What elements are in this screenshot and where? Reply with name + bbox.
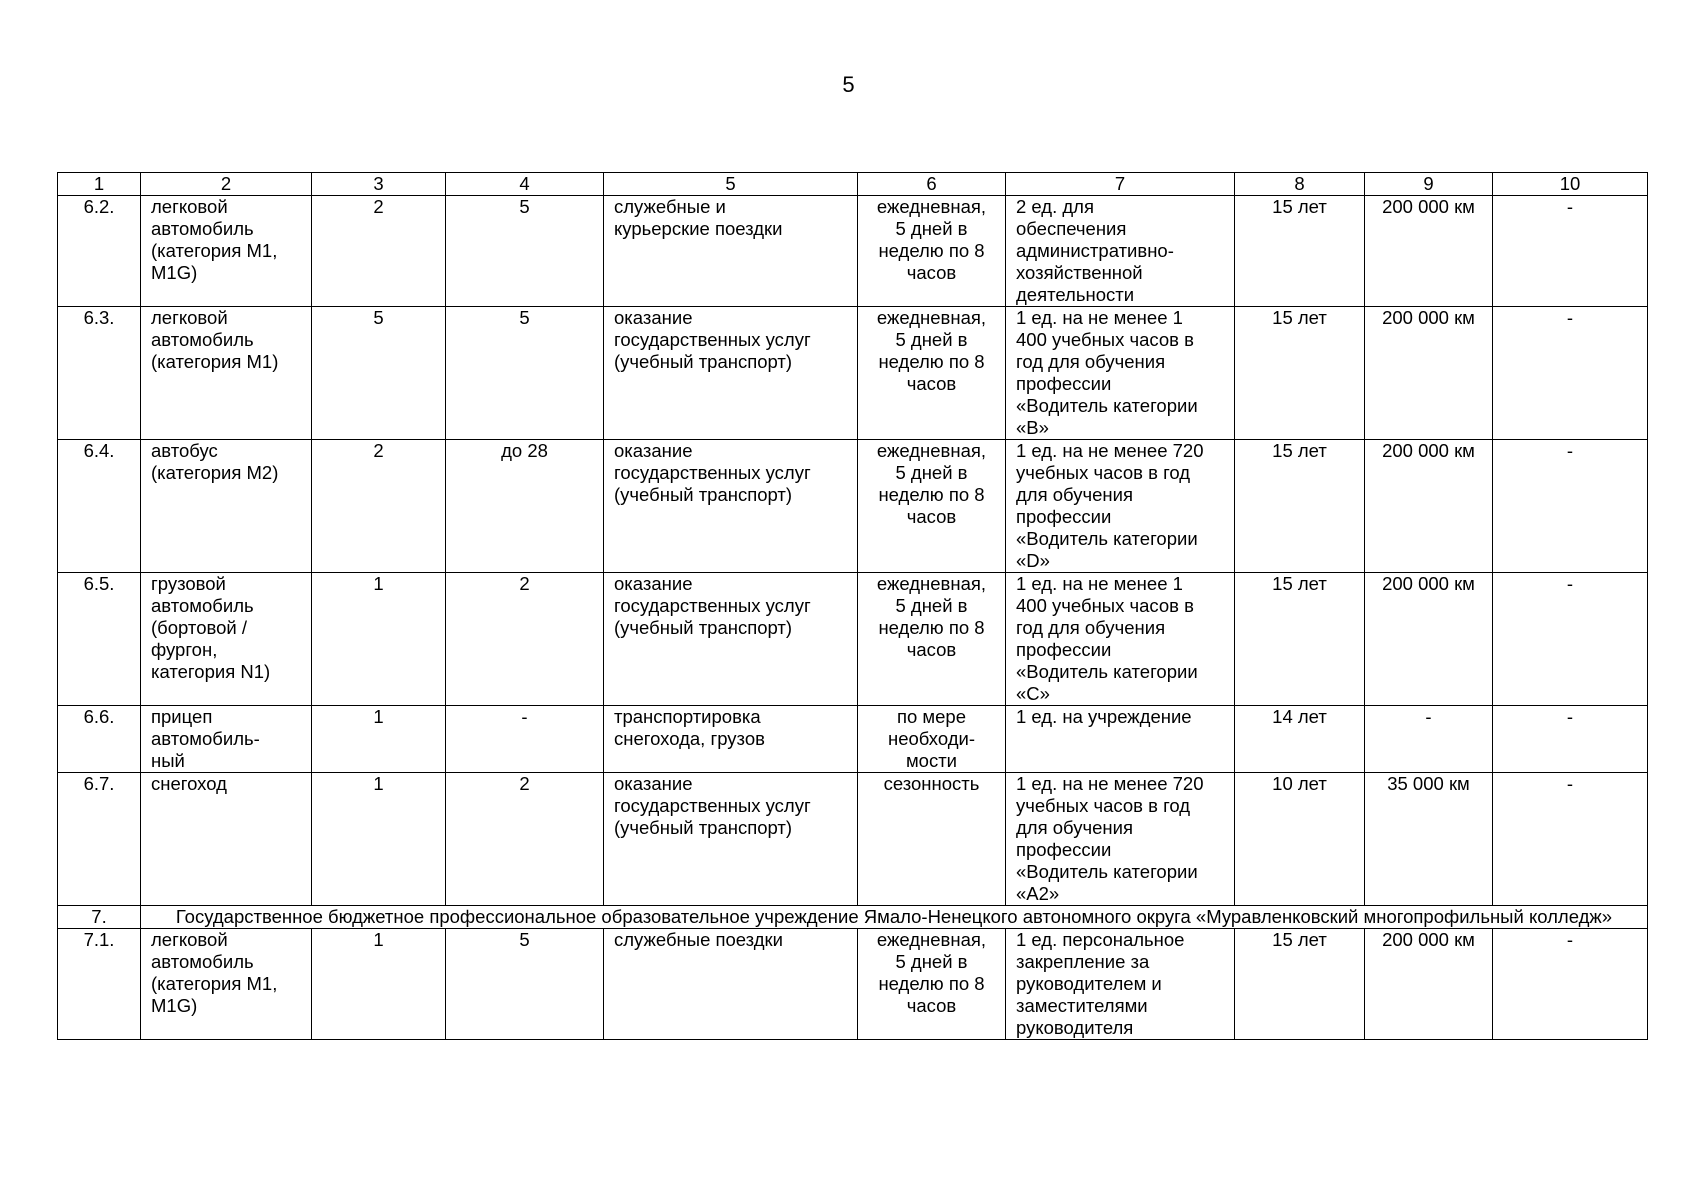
column-number: 7 — [1006, 173, 1235, 196]
quantity-cell: 1 — [312, 573, 446, 706]
usage-mode-cell: ежедневная, 5 дней в неделю по 8 часов — [858, 573, 1006, 706]
quantity-cell: 2 — [312, 440, 446, 573]
mileage-cell: 200 000 км — [1365, 307, 1493, 440]
note-cell: - — [1493, 440, 1648, 573]
purpose-cell: служебные и курьерские поездки — [604, 196, 858, 307]
quantity-cell: 5 — [312, 307, 446, 440]
organization-row — [58, 906, 1648, 929]
quantity-cell: 2 — [312, 196, 446, 307]
quantity-cell: 1 — [312, 929, 446, 1040]
service-life-cell: 10 лет — [1235, 773, 1365, 906]
mileage-cell: - — [1365, 706, 1493, 773]
column-number: 5 — [604, 173, 858, 196]
service-life-cell: 15 лет — [1235, 440, 1365, 573]
table-row — [58, 307, 1648, 440]
norm-basis-cell: 1 ед. на не менее 720 учебных часов в год для обучения профессии «Водитель категории «D» — [1006, 440, 1235, 573]
quantity-cell: 1 — [312, 773, 446, 906]
column-number: 3 — [312, 173, 446, 196]
note-cell: - — [1493, 196, 1648, 307]
row-number-cell: 6.2. — [58, 196, 141, 307]
seats-cell: 5 — [446, 929, 604, 1040]
mileage-cell: 200 000 км — [1365, 573, 1493, 706]
note-cell: - — [1493, 307, 1648, 440]
column-number: 6 — [858, 173, 1006, 196]
table-row — [58, 773, 1648, 906]
purpose-cell: служебные поездки — [604, 929, 858, 1040]
norm-basis-cell: 1 ед. на не менее 1 400 учебных часов в год для обучения профессии «Водитель категории «В» — [1006, 307, 1235, 440]
vehicle-type-cell: легковой автомобиль (категория М1, М1G) — [141, 196, 312, 307]
row-number-cell: 6.4. — [58, 440, 141, 573]
vehicle-type-cell: легковой автомобиль (категория М1, М1G) — [141, 929, 312, 1040]
mileage-cell: 200 000 км — [1365, 929, 1493, 1040]
purpose-cell: оказание государственных услуг (учебный транспорт) — [604, 440, 858, 573]
note-cell: - — [1493, 573, 1648, 706]
mileage-cell: 200 000 км — [1365, 196, 1493, 307]
mileage-cell: 35 000 км — [1365, 773, 1493, 906]
norm-basis-cell: 2 ед. для обеспечения административно- хозяйственной деятельности — [1006, 196, 1235, 307]
column-number: 8 — [1235, 173, 1365, 196]
column-number: 4 — [446, 173, 604, 196]
page-number: 5 — [842, 72, 855, 97]
row-number-cell: 6.3. — [58, 307, 141, 440]
column-number-row — [58, 173, 1648, 196]
table-row — [58, 706, 1648, 773]
norm-basis-cell: 1 ед. на не менее 720 учебных часов в год для обучения профессии «Водитель категории «А2» — [1006, 773, 1235, 906]
service-life-cell: 14 лет — [1235, 706, 1365, 773]
service-life-cell: 15 лет — [1235, 929, 1365, 1040]
seats-cell: 2 — [446, 773, 604, 906]
column-number: 2 — [141, 173, 312, 196]
vehicle-type-cell: грузовой автомобиль (бортовой / фургон, категория N1) — [141, 573, 312, 706]
table-row — [58, 196, 1648, 307]
note-cell: - — [1493, 929, 1648, 1040]
seats-cell: до 28 — [446, 440, 604, 573]
purpose-cell: оказание государственных услуг (учебный транспорт) — [604, 773, 858, 906]
column-number: 10 — [1493, 173, 1648, 196]
seats-cell: - — [446, 706, 604, 773]
seats-cell: 2 — [446, 573, 604, 706]
usage-mode-cell: ежедневная, 5 дней в неделю по 8 часов — [858, 307, 1006, 440]
norm-basis-cell: 1 ед. на не менее 1 400 учебных часов в год для обучения профессии «Водитель категории «С» — [1006, 573, 1235, 706]
usage-mode-cell: ежедневная, 5 дней в неделю по 8 часов — [858, 440, 1006, 573]
seats-cell: 5 — [446, 196, 604, 307]
vehicle-norms-table — [57, 172, 1648, 1040]
table-row — [58, 440, 1648, 573]
quantity-cell: 1 — [312, 706, 446, 773]
organization-name: Государственное бюджетное профессиональное образовательное учреждение Ямало-Ненецкого автономного округа «Муравленковский многопрофильный колледж» — [141, 906, 1648, 929]
vehicle-type-cell: автобус (категория М2) — [141, 440, 312, 573]
service-life-cell: 15 лет — [1235, 573, 1365, 706]
note-cell: - — [1493, 706, 1648, 773]
mileage-cell: 200 000 км — [1365, 440, 1493, 573]
vehicle-type-cell: снегоход — [141, 773, 312, 906]
row-number-cell: 6.6. — [58, 706, 141, 773]
row-number-cell: 7.1. — [58, 929, 141, 1040]
row-number-cell: 6.7. — [58, 773, 141, 906]
vehicle-type-cell: прицеп автомобиль- ный — [141, 706, 312, 773]
purpose-cell: транспортировка снегохода, грузов — [604, 706, 858, 773]
vehicle-type-cell: легковой автомобиль (категория М1) — [141, 307, 312, 440]
purpose-cell: оказание государственных услуг (учебный транспорт) — [604, 573, 858, 706]
service-life-cell: 15 лет — [1235, 196, 1365, 307]
service-life-cell: 15 лет — [1235, 307, 1365, 440]
note-cell: - — [1493, 773, 1648, 906]
usage-mode-cell: сезонность — [858, 773, 1006, 906]
table-row — [58, 929, 1648, 1040]
row-number-cell: 6.5. — [58, 573, 141, 706]
column-number: 1 — [58, 173, 141, 196]
seats-cell: 5 — [446, 307, 604, 440]
norm-basis-cell: 1 ед. персональное закрепление за руководителем и заместителями руководителя — [1006, 929, 1235, 1040]
row-number: 7. — [58, 906, 141, 929]
purpose-cell: оказание государственных услуг (учебный транспорт) — [604, 307, 858, 440]
column-number: 9 — [1365, 173, 1493, 196]
table-row — [58, 573, 1648, 706]
usage-mode-cell: ежедневная, 5 дней в неделю по 8 часов — [858, 929, 1006, 1040]
usage-mode-cell: ежедневная, 5 дней в неделю по 8 часов — [858, 196, 1006, 307]
norm-basis-cell: 1 ед. на учреждение — [1006, 706, 1235, 773]
usage-mode-cell: по мере необходи- мости — [858, 706, 1006, 773]
